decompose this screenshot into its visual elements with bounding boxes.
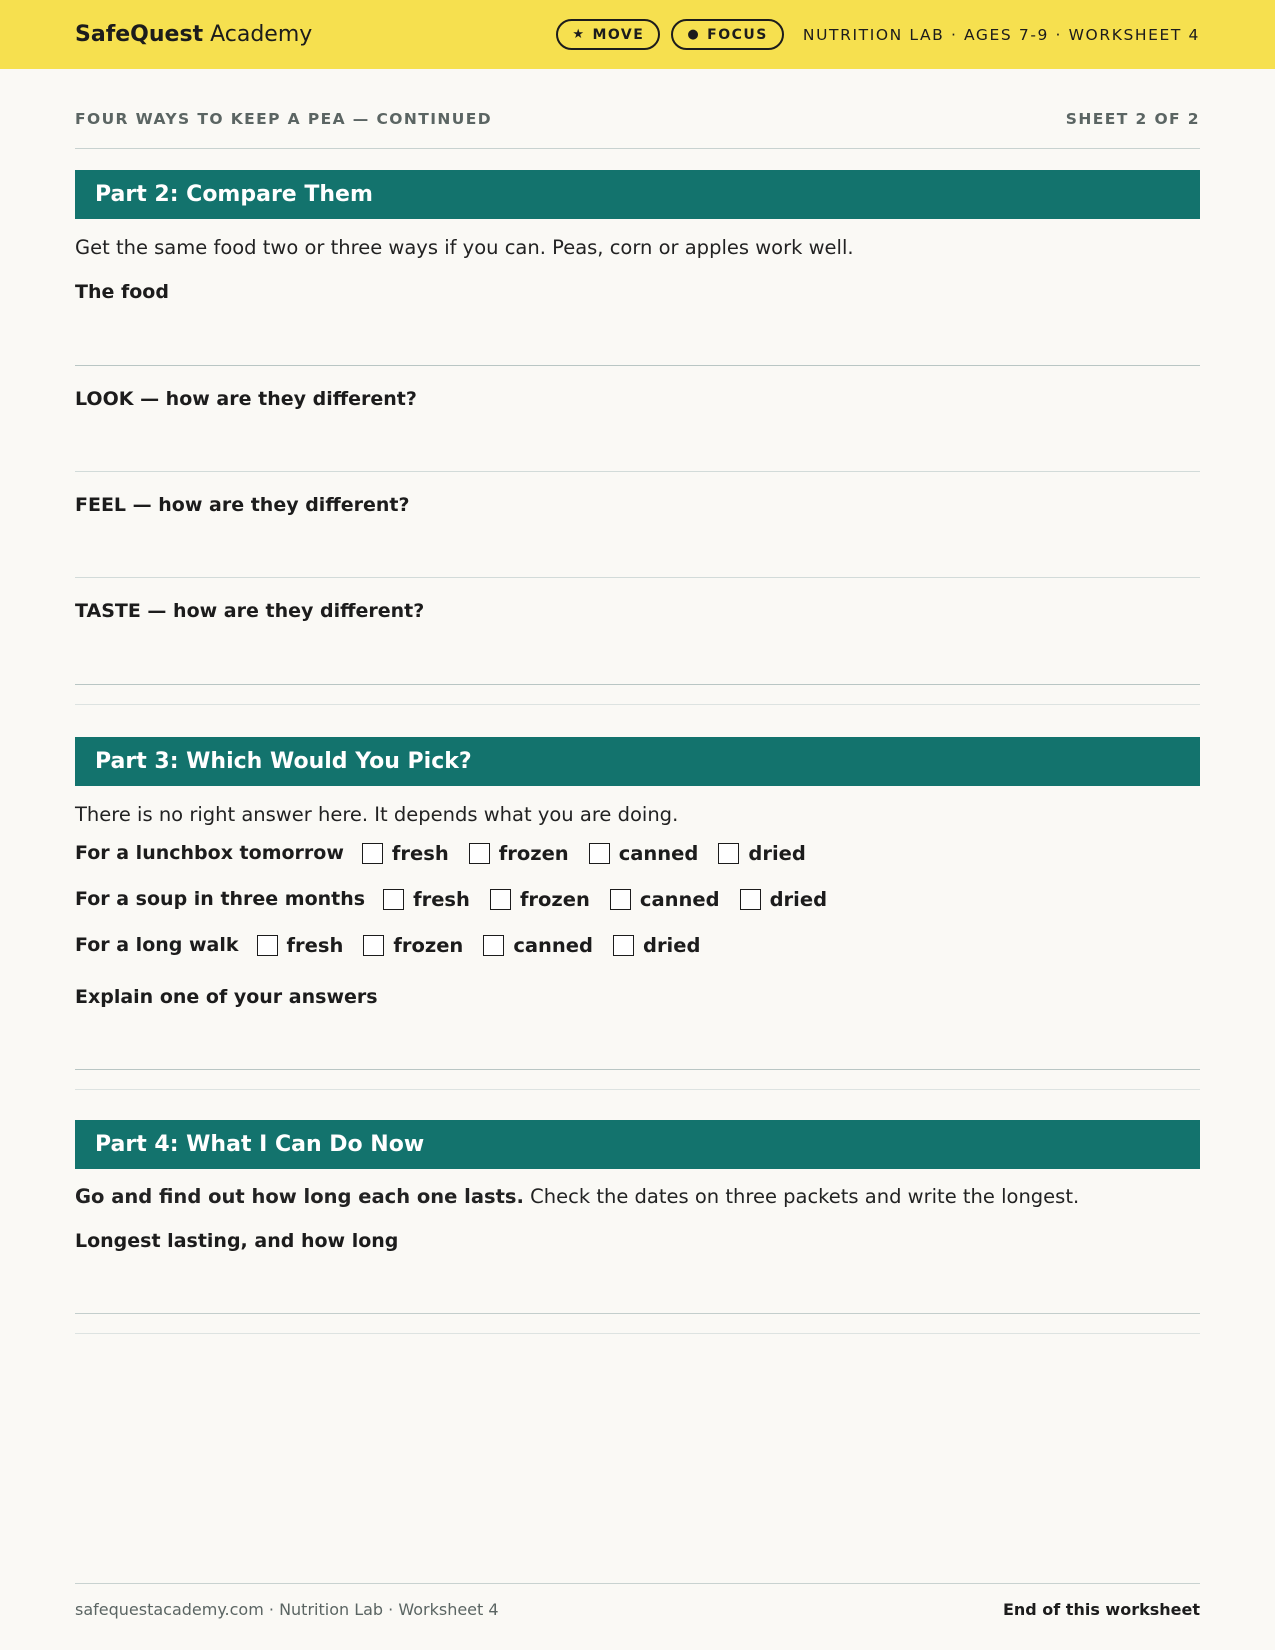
option-fresh[interactable] — [257, 934, 344, 957]
option-label: fresh — [286, 933, 344, 957]
option-dried[interactable] — [613, 934, 700, 957]
longest-label: Longest lasting, and how long — [75, 1230, 399, 1252]
option-label: frozen — [519, 887, 590, 911]
pill-focus — [671, 19, 784, 50]
checkbox[interactable] — [483, 935, 504, 956]
explain-answer-line[interactable] — [75, 1008, 1200, 1070]
checkbox[interactable] — [363, 935, 384, 956]
option-canned[interactable] — [483, 934, 593, 957]
section-divider — [75, 1314, 1200, 1334]
star-icon: ★ — [572, 27, 586, 42]
food-label: The food — [75, 281, 169, 303]
dot-icon: ● — [687, 27, 701, 42]
footer-end-note: End of this worksheet — [1002, 1600, 1200, 1619]
checkbox[interactable] — [613, 935, 634, 956]
explain-label: Explain one of your answers — [75, 986, 378, 1008]
question-row — [75, 830, 1200, 876]
option-fresh[interactable] — [362, 842, 449, 865]
brand-name-rest: Academy — [210, 22, 313, 47]
checkbox[interactable] — [383, 889, 404, 910]
question-row — [75, 922, 1200, 968]
food-answer-line[interactable] — [75, 303, 1200, 366]
option-label: fresh — [391, 841, 449, 865]
part2-intro: Get the same food two or three ways if you can. Peas, corn or apples work well. — [75, 236, 854, 259]
option-label: canned — [639, 887, 720, 911]
question-label: For a soup in three months — [75, 888, 366, 910]
checkbox[interactable] — [740, 889, 761, 910]
divider — [75, 148, 1200, 149]
question-row — [75, 876, 1200, 922]
sheet-subheader — [75, 69, 1200, 153]
option-label: dried — [642, 933, 701, 957]
part2-heading: Part 2: Compare Them — [75, 170, 1200, 219]
pill-move-label: MOVE — [592, 26, 645, 43]
option-dried[interactable] — [740, 888, 827, 911]
question-label: For a lunchbox tomorrow — [75, 842, 344, 864]
part4-intro-rest: Check the dates on three packets and write the longest. — [523, 1185, 1080, 1208]
page-footer — [75, 1583, 1200, 1629]
feel-label: FEEL — how are they different? — [75, 494, 410, 516]
look-answer-line[interactable] — [75, 410, 1200, 472]
top-banner — [0, 0, 1275, 69]
header-right — [556, 19, 1200, 50]
part3-intro: There is no right answer here. It depends what you are doing. — [75, 803, 679, 826]
option-label: canned — [618, 841, 699, 865]
question-label: For a long walk — [75, 934, 239, 956]
option-fresh[interactable] — [383, 888, 470, 911]
option-label: dried — [748, 841, 806, 865]
pill-focus-label: FOCUS — [707, 26, 768, 43]
section-divider — [75, 685, 1200, 705]
feel-answer-line[interactable] — [75, 516, 1200, 578]
option-label: canned — [513, 933, 593, 957]
option-frozen[interactable] — [490, 888, 590, 911]
brand-name-bold: SafeQuest — [75, 22, 204, 47]
option-canned[interactable] — [610, 888, 720, 911]
sheet-title: FOUR WAYS TO KEEP A PEA — CONTINUED — [75, 110, 492, 128]
checkbox[interactable] — [610, 889, 631, 910]
checkbox[interactable] — [257, 935, 278, 956]
option-label: dried — [769, 887, 828, 911]
option-label: fresh — [413, 887, 470, 911]
part3-heading: Part 3: Which Would You Pick? — [75, 737, 1200, 786]
sheet-counter: SHEET 2 OF 2 — [1065, 110, 1200, 128]
checkbox[interactable] — [362, 843, 383, 864]
checkbox[interactable] — [589, 843, 610, 864]
option-frozen[interactable] — [363, 934, 463, 957]
pill-move — [556, 19, 660, 50]
look-label: LOOK — how are they different? — [75, 388, 417, 410]
course-info: NUTRITION LAB · AGES 7-9 · WORKSHEET 4 — [802, 25, 1200, 44]
footer-site: safequestacademy.com · Nutrition Lab · Worksheet 4 — [75, 1600, 499, 1619]
taste-label: TASTE — how are they different? — [75, 600, 425, 622]
option-dried[interactable] — [718, 842, 805, 865]
option-canned[interactable] — [589, 842, 699, 865]
worksheet-body — [75, 69, 1200, 1334]
checkbox[interactable] — [469, 843, 490, 864]
option-label: frozen — [498, 841, 569, 865]
part4-intro — [75, 1185, 1200, 1208]
longest-answer-line[interactable] — [75, 1252, 1200, 1314]
part4-intro-bold: Go and find out how long each one lasts. — [75, 1185, 524, 1208]
option-label: frozen — [393, 933, 464, 957]
checkbox[interactable] — [718, 843, 739, 864]
checkbox[interactable] — [490, 889, 511, 910]
part4-heading: Part 4: What I Can Do Now — [75, 1120, 1200, 1169]
brand-logo[interactable] — [75, 22, 312, 47]
taste-answer-line[interactable] — [75, 622, 1200, 685]
option-frozen[interactable] — [469, 842, 569, 865]
section-divider — [75, 1070, 1200, 1090]
